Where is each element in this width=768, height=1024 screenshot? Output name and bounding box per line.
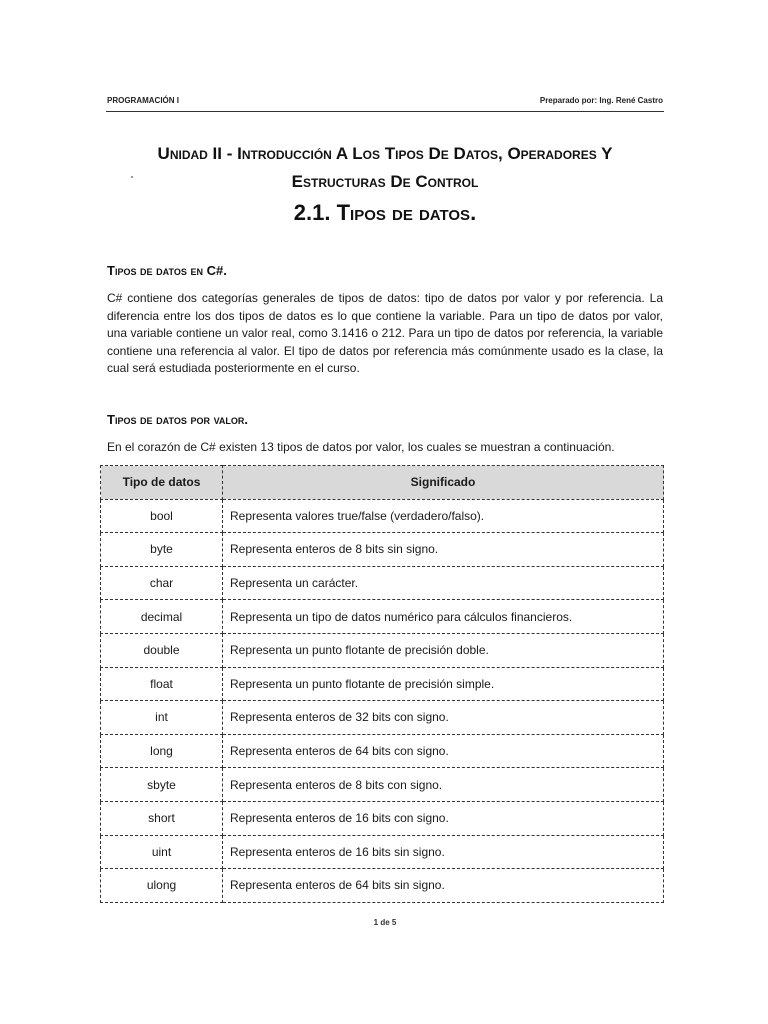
paragraph-value-types: En el corazón de C# existen 13 tipos de datos por valor, los cuales se muestran a continuación. bbox=[107, 440, 615, 454]
meaning-cell: Representa enteros de 8 bits sin signo. bbox=[223, 533, 664, 567]
type-cell: double bbox=[101, 633, 223, 667]
value-types-table bbox=[100, 465, 664, 903]
subheading-value-types: Tipos de datos por valor. bbox=[107, 412, 249, 427]
meaning-cell: Representa valores true/false (verdadero/falso). bbox=[223, 499, 664, 533]
page-number: 1 de 5 bbox=[373, 918, 397, 927]
course-name: PROGRAMACIÓN I bbox=[107, 96, 179, 105]
table-row bbox=[101, 566, 664, 600]
author-credit: Preparado por: Ing. René Castro bbox=[539, 96, 663, 105]
unit-title-line-2: Estructuras De Control bbox=[291, 172, 479, 191]
table-row bbox=[101, 869, 664, 903]
type-cell: decimal bbox=[101, 600, 223, 634]
header-meaning: Significado bbox=[223, 466, 664, 500]
meaning-cell: Representa un tipo de datos numérico para cálculos financieros. bbox=[223, 600, 664, 634]
unit-title bbox=[107, 140, 663, 196]
type-cell: char bbox=[101, 566, 223, 600]
table-header-row bbox=[101, 466, 664, 500]
meaning-cell: Representa enteros de 16 bits con signo. bbox=[223, 801, 664, 835]
header-type: Tipo de datos bbox=[101, 466, 223, 500]
table-row bbox=[101, 768, 664, 802]
table-row bbox=[101, 701, 664, 735]
table-row bbox=[101, 667, 664, 701]
meaning-cell: Representa enteros de 32 bits con signo. bbox=[223, 701, 664, 735]
table-row bbox=[101, 600, 664, 634]
table-row bbox=[101, 734, 664, 768]
meaning-cell: Representa un carácter. bbox=[223, 566, 664, 600]
meaning-cell: Representa enteros de 64 bits sin signo. bbox=[223, 869, 664, 903]
table-row bbox=[101, 835, 664, 869]
type-cell: bool bbox=[101, 499, 223, 533]
subheading-csharp-types: Tipos de datos en C#. bbox=[107, 263, 227, 278]
unit-title-line-1: Unidad II - Introducción A Los Tipos De Datos, Operadores Y bbox=[157, 144, 613, 163]
table-row bbox=[101, 801, 664, 835]
table-row bbox=[101, 499, 664, 533]
meaning-cell: Representa enteros de 16 bits sin signo. bbox=[223, 835, 664, 869]
meaning-cell: Representa enteros de 8 bits con signo. bbox=[223, 768, 664, 802]
paragraph-csharp-types: C# contiene dos categorías generales de tipos de datos: tipo de datos por valor y por referencia. La diferencia entre los dos tipos de datos es lo que contiene la variable. Para un tipo de datos por valor, una variable contiene un valor real, como 3.1416 o 212. Para un tipo de datos por referencia, la variable contiene una referencia al valor. El tipo de datos por referencia más comúnmente usado es la clase, la cual será estudiada posteriormente en el curso. bbox=[107, 291, 663, 375]
meaning-cell: Representa un punto flotante de precisión doble. bbox=[223, 633, 664, 667]
meaning-cell: Representa un punto flotante de precisión simple. bbox=[223, 667, 664, 701]
page-header bbox=[107, 96, 663, 110]
meaning-cell: Representa enteros de 64 bits con signo. bbox=[223, 734, 664, 768]
type-cell: byte bbox=[101, 533, 223, 567]
type-cell: int bbox=[101, 701, 223, 735]
table-row bbox=[101, 633, 664, 667]
type-cell: ulong bbox=[101, 869, 223, 903]
header-divider bbox=[106, 111, 664, 112]
type-cell: sbyte bbox=[101, 768, 223, 802]
section-title: 2.1. Tipos de datos. bbox=[293, 200, 477, 225]
type-cell: float bbox=[101, 667, 223, 701]
type-cell: long bbox=[101, 734, 223, 768]
type-cell: uint bbox=[101, 835, 223, 869]
stray-mark bbox=[131, 176, 133, 178]
table-row bbox=[101, 533, 664, 567]
type-cell: short bbox=[101, 801, 223, 835]
